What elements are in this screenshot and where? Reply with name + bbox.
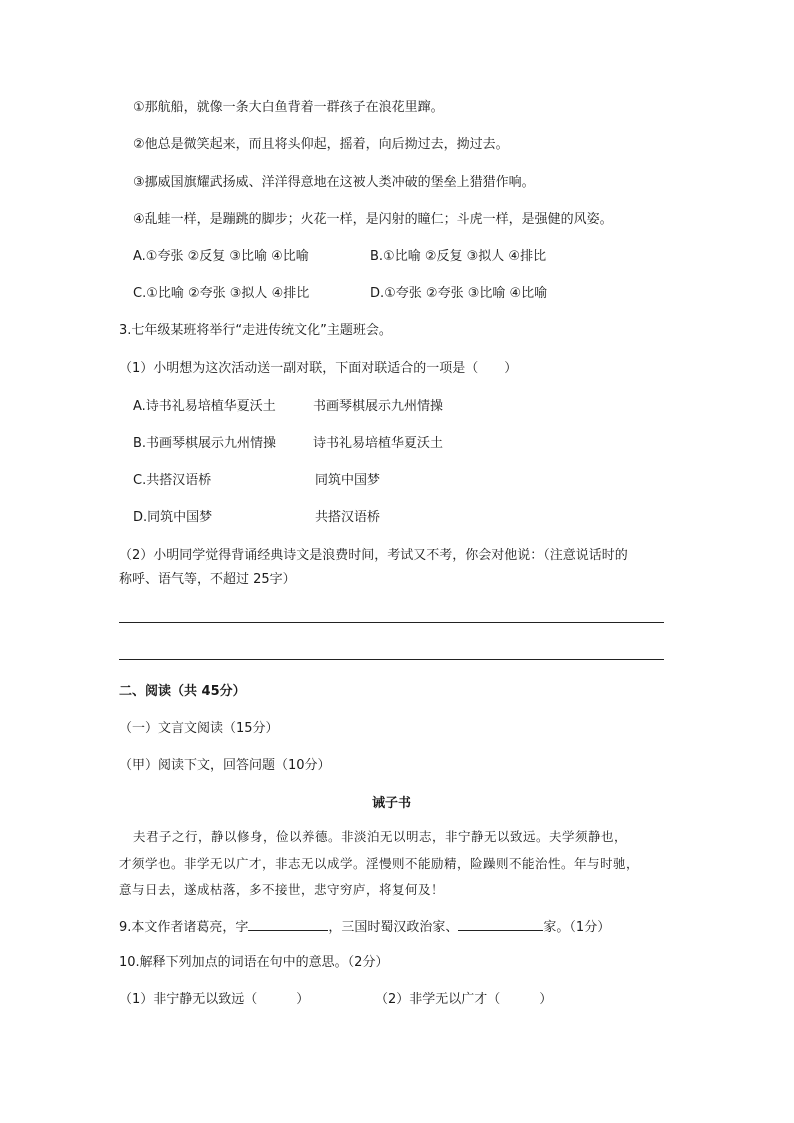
q9-text-c: 家。（1分） xyxy=(543,920,611,935)
passage-line-3: 意与日去，遂成枯落，多不接世，悲守穷庐，将复何及！ xyxy=(119,882,445,897)
option-d: D.①夸张 ②夸张 ③比喻 ④比喻 xyxy=(370,286,548,301)
q10-item-2: （2）非学无以广才（ ） xyxy=(375,992,553,1007)
option-a: A.①夸张 ②反复 ③比喻 ④比喻 xyxy=(133,249,309,264)
sentence-3: ③挪威国旗耀武扬威、洋洋得意地在这被人类冲破的堡垒上猎猎作响。 xyxy=(133,175,535,190)
couplet-c-left: C.共搭汉语桥 xyxy=(133,473,212,488)
couplet-a-left: A.诗书礼易培植华夏沃土 xyxy=(133,399,276,414)
q3-part2-line1: （2）小明同学觉得背诵经典诗文是浪费时间，考试又不考，你会对他说：（注意说话时的 xyxy=(119,548,628,563)
subsection-jia: （甲）阅读下文，回答问题（10分） xyxy=(119,758,331,773)
passage-line-1: 夫君子之行，静以修身，俭以养德。非淡泊无以明志，非宁静无以致远。夫学须静也， xyxy=(133,829,628,844)
option-b: B.①比喻 ②反复 ③拟人 ④排比 xyxy=(370,249,547,264)
q9-blank-courtesy-name[interactable] xyxy=(248,917,328,931)
passage-line-2: 才须学也。非学无以广才，非志无以成学。淫慢则不能励精，险躁则不能治性。年与时驰， xyxy=(119,856,640,871)
q9-text-b: ，三国时蜀汉政治家、 xyxy=(328,920,459,935)
couplet-a-right: 书画琴棋展示九州情操 xyxy=(313,399,444,414)
couplet-d-right: 共搭汉语桥 xyxy=(315,510,381,525)
couplet-b-left: B.书画琴棋展示九州情操 xyxy=(133,436,277,451)
q3-part2-line2: 称呼、语气等，不超过 25字） xyxy=(119,572,296,587)
q10-item-1: （1）非宁静无以致远（ ） xyxy=(119,992,310,1007)
section-heading: 二、阅读（共 45分） xyxy=(119,684,246,699)
answer-line-1[interactable] xyxy=(119,622,664,623)
q9-text-a: 9.本文作者诸葛亮，字 xyxy=(119,920,249,935)
subsection-classical: （一）文言文阅读（15分） xyxy=(119,721,279,736)
sentence-2: ②他总是微笑起来，而且将头仰起，摇着，向后拗过去，拗过去。 xyxy=(133,137,509,152)
couplet-b-right: 诗书礼易培植华夏沃土 xyxy=(313,436,444,451)
question-9 xyxy=(119,917,610,937)
q3-title: 3.七年级某班将举行“走进传统文化”主题班会。 xyxy=(119,323,392,338)
sentence-4: ④乱蛙一样，是蹦跳的脚步；火花一样，是闪射的瞳仁；斗虎一样，是强健的风姿。 xyxy=(133,212,613,227)
couplet-c-right: 同筑中国梦 xyxy=(315,473,381,488)
passage-title: 诫子书 xyxy=(372,796,412,811)
q9-blank-role[interactable] xyxy=(458,917,543,931)
answer-line-2[interactable] xyxy=(119,659,664,660)
option-c: C.①比喻 ②夸张 ③拟人 ④排比 xyxy=(133,286,310,301)
sentence-1: ①那航船，就像一条大白鱼背着一群孩子在浪花里蹿。 xyxy=(133,100,444,115)
q3-part1: （1）小明想为这次活动送一副对联，下面对联适合的一项是（ ） xyxy=(119,361,518,376)
couplet-d-left: D.同筑中国梦 xyxy=(133,510,213,525)
question-10: 10.解释下列加点的词语在句中的意思。（2分） xyxy=(119,955,389,970)
